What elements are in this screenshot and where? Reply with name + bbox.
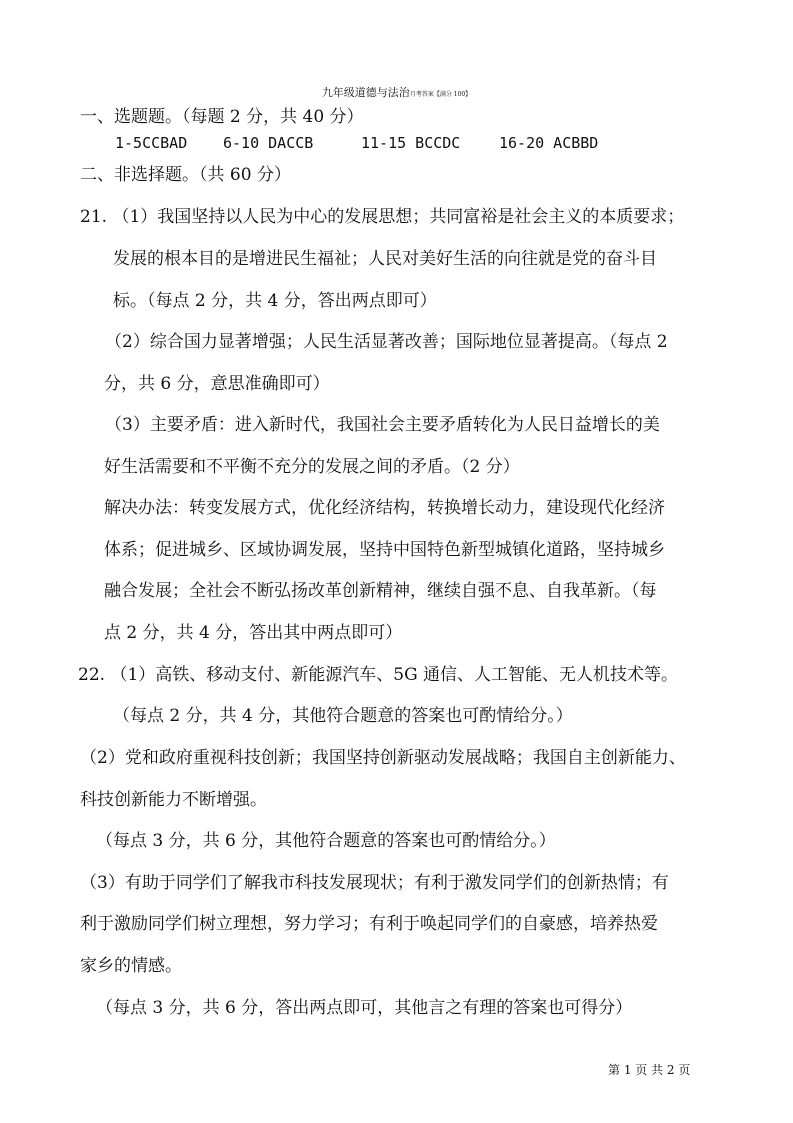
q22-line-6: （3）有助于同学们了解我市科技发展现状；有利于激发同学们的创新热情；有	[80, 873, 669, 893]
section1-heading: 一、选题题。（每题 2 分，共 40 分）	[80, 107, 364, 127]
q22-line-8: 家乡的情感。	[80, 956, 182, 976]
q21-line-8: 解决办法：转变发展方式，优化经济结构，转换增长动力，建设现代化经济	[104, 498, 665, 518]
q21-line-4: （2）综合国力显著增强；人民生活显著改善；国际地位显著提高。（每点 2	[105, 332, 668, 352]
answer-group-3: 11-15 BCCDC	[361, 134, 461, 152]
answer-group-1: 1-5CCBAD	[115, 134, 188, 152]
answer-group-4: 16-20 ACBBD	[499, 134, 599, 152]
q21-line-2: 发展的根本目的是增进民生福祉；人民对美好生活的向往就是党的奋斗目	[113, 249, 657, 269]
q22-line-7: 利于激励同学们树立理想，努力学习；有利于唤起同学们的自豪感，培养热爱	[80, 914, 658, 934]
answer-group-2: 6-10 DACCB	[223, 134, 314, 152]
q21-line-1: 21. （1）我国坚持以人民为中心的发展思想；共同富裕是社会主义的本质要求；	[80, 207, 685, 227]
q22-line-1: 22. （1）高铁、移动支付、新能源汽车、5G 通信、人工智能、无人机技术等。	[78, 665, 679, 685]
section2-heading: 二、非选择题。（共 60 分）	[80, 165, 291, 185]
page-number: 第 1 页 共 2 页	[608, 1063, 691, 1077]
title-main: 九年级道德与法治	[321, 86, 410, 99]
q22-line-4: 科技创新能力不断增强。	[80, 790, 267, 810]
q21-line-3: 标。（每点 2 分，共 4 分，答出两点即可）	[113, 291, 437, 311]
q21-line-6: （3）主要矛盾：进入新时代，我国社会主要矛盾转化为人民日益增长的美	[105, 415, 660, 435]
q22-line-2: （每点 2 分，共 4 分，其他符合题意的答案也可酌情给分。）	[113, 706, 573, 726]
title-suffix: 月考答案【满分 100】	[409, 91, 472, 98]
q22-line-5: （每点 3 分，共 6 分，其他符合题意的答案也可酌情给分。）	[96, 831, 556, 851]
q22-line-3: （2）党和政府重视科技创新；我国坚持创新驱动发展战略；我国自主创新能力、	[80, 748, 686, 768]
choice-answers	[115, 133, 598, 153]
q21-line-5: 分，共 6 分，意思准确即可）	[104, 374, 330, 394]
q21-line-11: 点 2 分，共 4 分，答出其中两点即可）	[104, 623, 403, 643]
q21-line-10: 融合发展；全社会不断弘扬改革创新精神，继续自强不息、自我革新。（每	[104, 581, 657, 601]
q21-line-9: 体系；促进城乡、区域协调发展，坚持中国特色新型城镇化道路，坚持城乡	[104, 540, 665, 560]
q22-line-9: （每点 3 分，共 6 分，答出两点即可，其他言之有理的答案也可得分）	[96, 998, 633, 1018]
document-title	[0, 80, 793, 108]
q21-line-7: 好生活需要和不平衡不充分的发展之间的矛盾。（2 分）	[104, 457, 520, 477]
